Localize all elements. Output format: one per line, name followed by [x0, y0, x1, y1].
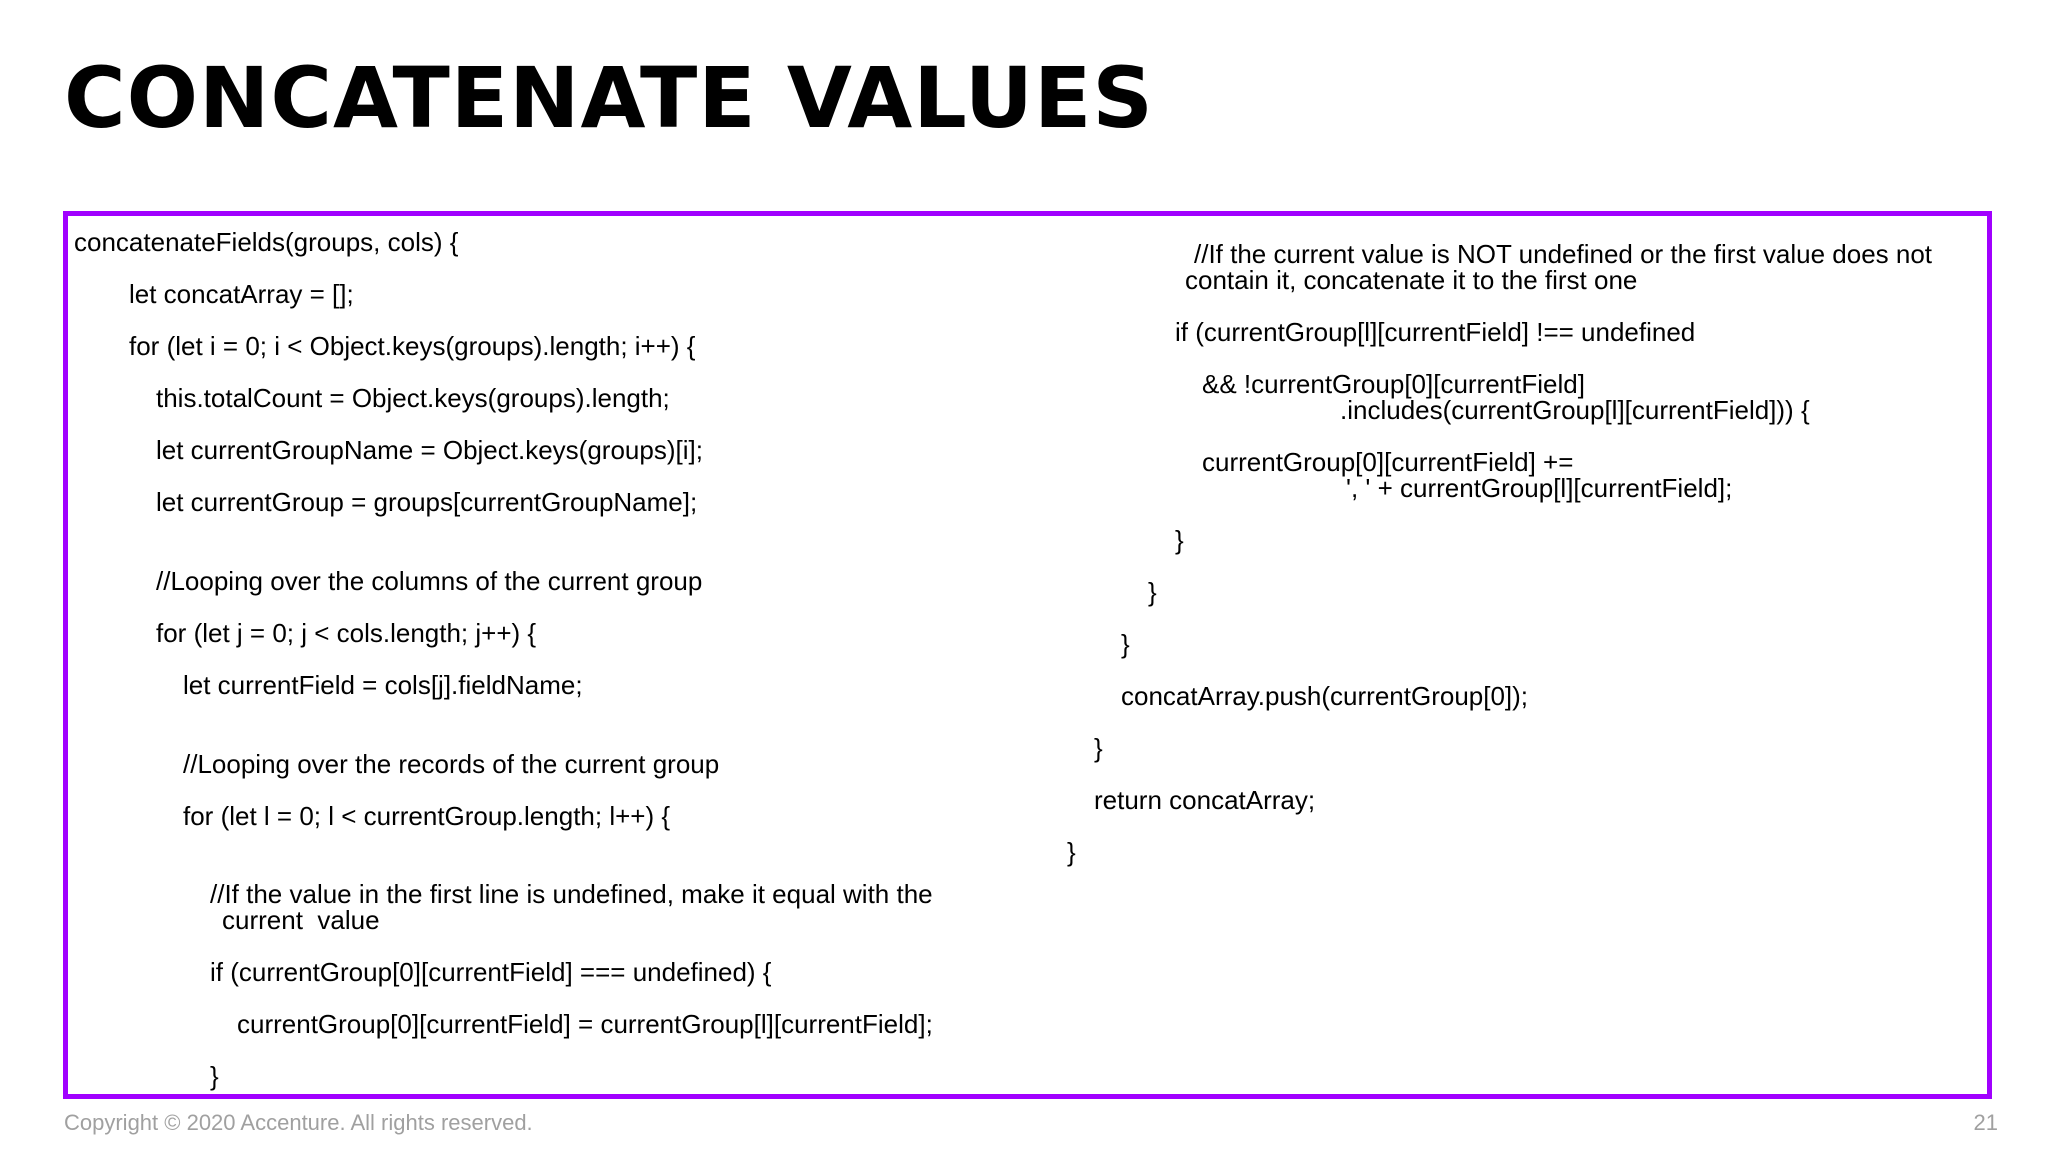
- code-line: for (let j = 0; j < cols.length; j++) {: [156, 618, 537, 648]
- page-number: 21: [1973, 1110, 1998, 1135]
- code-comment: current value: [222, 905, 380, 935]
- code-line: let currentGroup = groups[currentGroupName];: [156, 487, 698, 517]
- code-line: .includes(currentGroup[l][currentField])) {: [1340, 395, 1810, 425]
- code-comment: //If the current value is NOT undefined or the first value does not: [1194, 239, 1933, 269]
- code-line: for (let i = 0; i < Object.keys(groups).length; i++) {: [129, 331, 696, 361]
- code-line: }: [1175, 525, 1184, 555]
- code-line: let concatArray = [];: [129, 279, 354, 309]
- code-line: concatArray.push(currentGroup[0]);: [1121, 681, 1529, 711]
- code-line: if (currentGroup[l][currentField] !== undefined: [1175, 317, 1696, 347]
- code-line: this.totalCount = Object.keys(groups).length;: [156, 383, 670, 413]
- code-line: }: [210, 1061, 219, 1091]
- code-line: && !currentGroup[0][currentField]: [1202, 369, 1585, 399]
- code-line: if (currentGroup[0][currentField] === undefined) {: [210, 957, 772, 987]
- code-line: return concatArray;: [1094, 785, 1316, 815]
- footer-copyright: Copyright © 2020 Accenture. All rights reserved.: [64, 1110, 533, 1135]
- code-comment: //If the value in the first line is undefined, make it equal with the: [210, 879, 933, 909]
- code-line: let currentField = cols[j].fieldName;: [183, 670, 583, 700]
- code-line: currentGroup[0][currentField] = currentGroup[l][currentField];: [237, 1009, 933, 1039]
- code-line: concatenateFields(groups, cols) {: [74, 227, 459, 257]
- code-comment: //Looping over the columns of the current group: [156, 566, 703, 596]
- code-line: }: [1121, 629, 1130, 659]
- code-line: ', ' + currentGroup[l][currentField];: [1346, 473, 1733, 503]
- code-comment: //Looping over the records of the current group: [183, 749, 720, 779]
- code-line: let currentGroupName = Object.keys(groups)[i];: [156, 435, 703, 465]
- code-panel: [63, 211, 1992, 1099]
- code-line: currentGroup[0][currentField] +=: [1202, 447, 1574, 477]
- code-line: }: [1148, 577, 1157, 607]
- slide-title: CONCATENATE VALUES: [64, 49, 1154, 147]
- code-line: }: [1067, 837, 1076, 867]
- code-line: }: [1094, 733, 1103, 763]
- code-comment: contain it, concatenate it to the first one: [1185, 265, 1638, 295]
- code-line: for (let l = 0; l < currentGroup.length; l++) {: [183, 801, 671, 831]
